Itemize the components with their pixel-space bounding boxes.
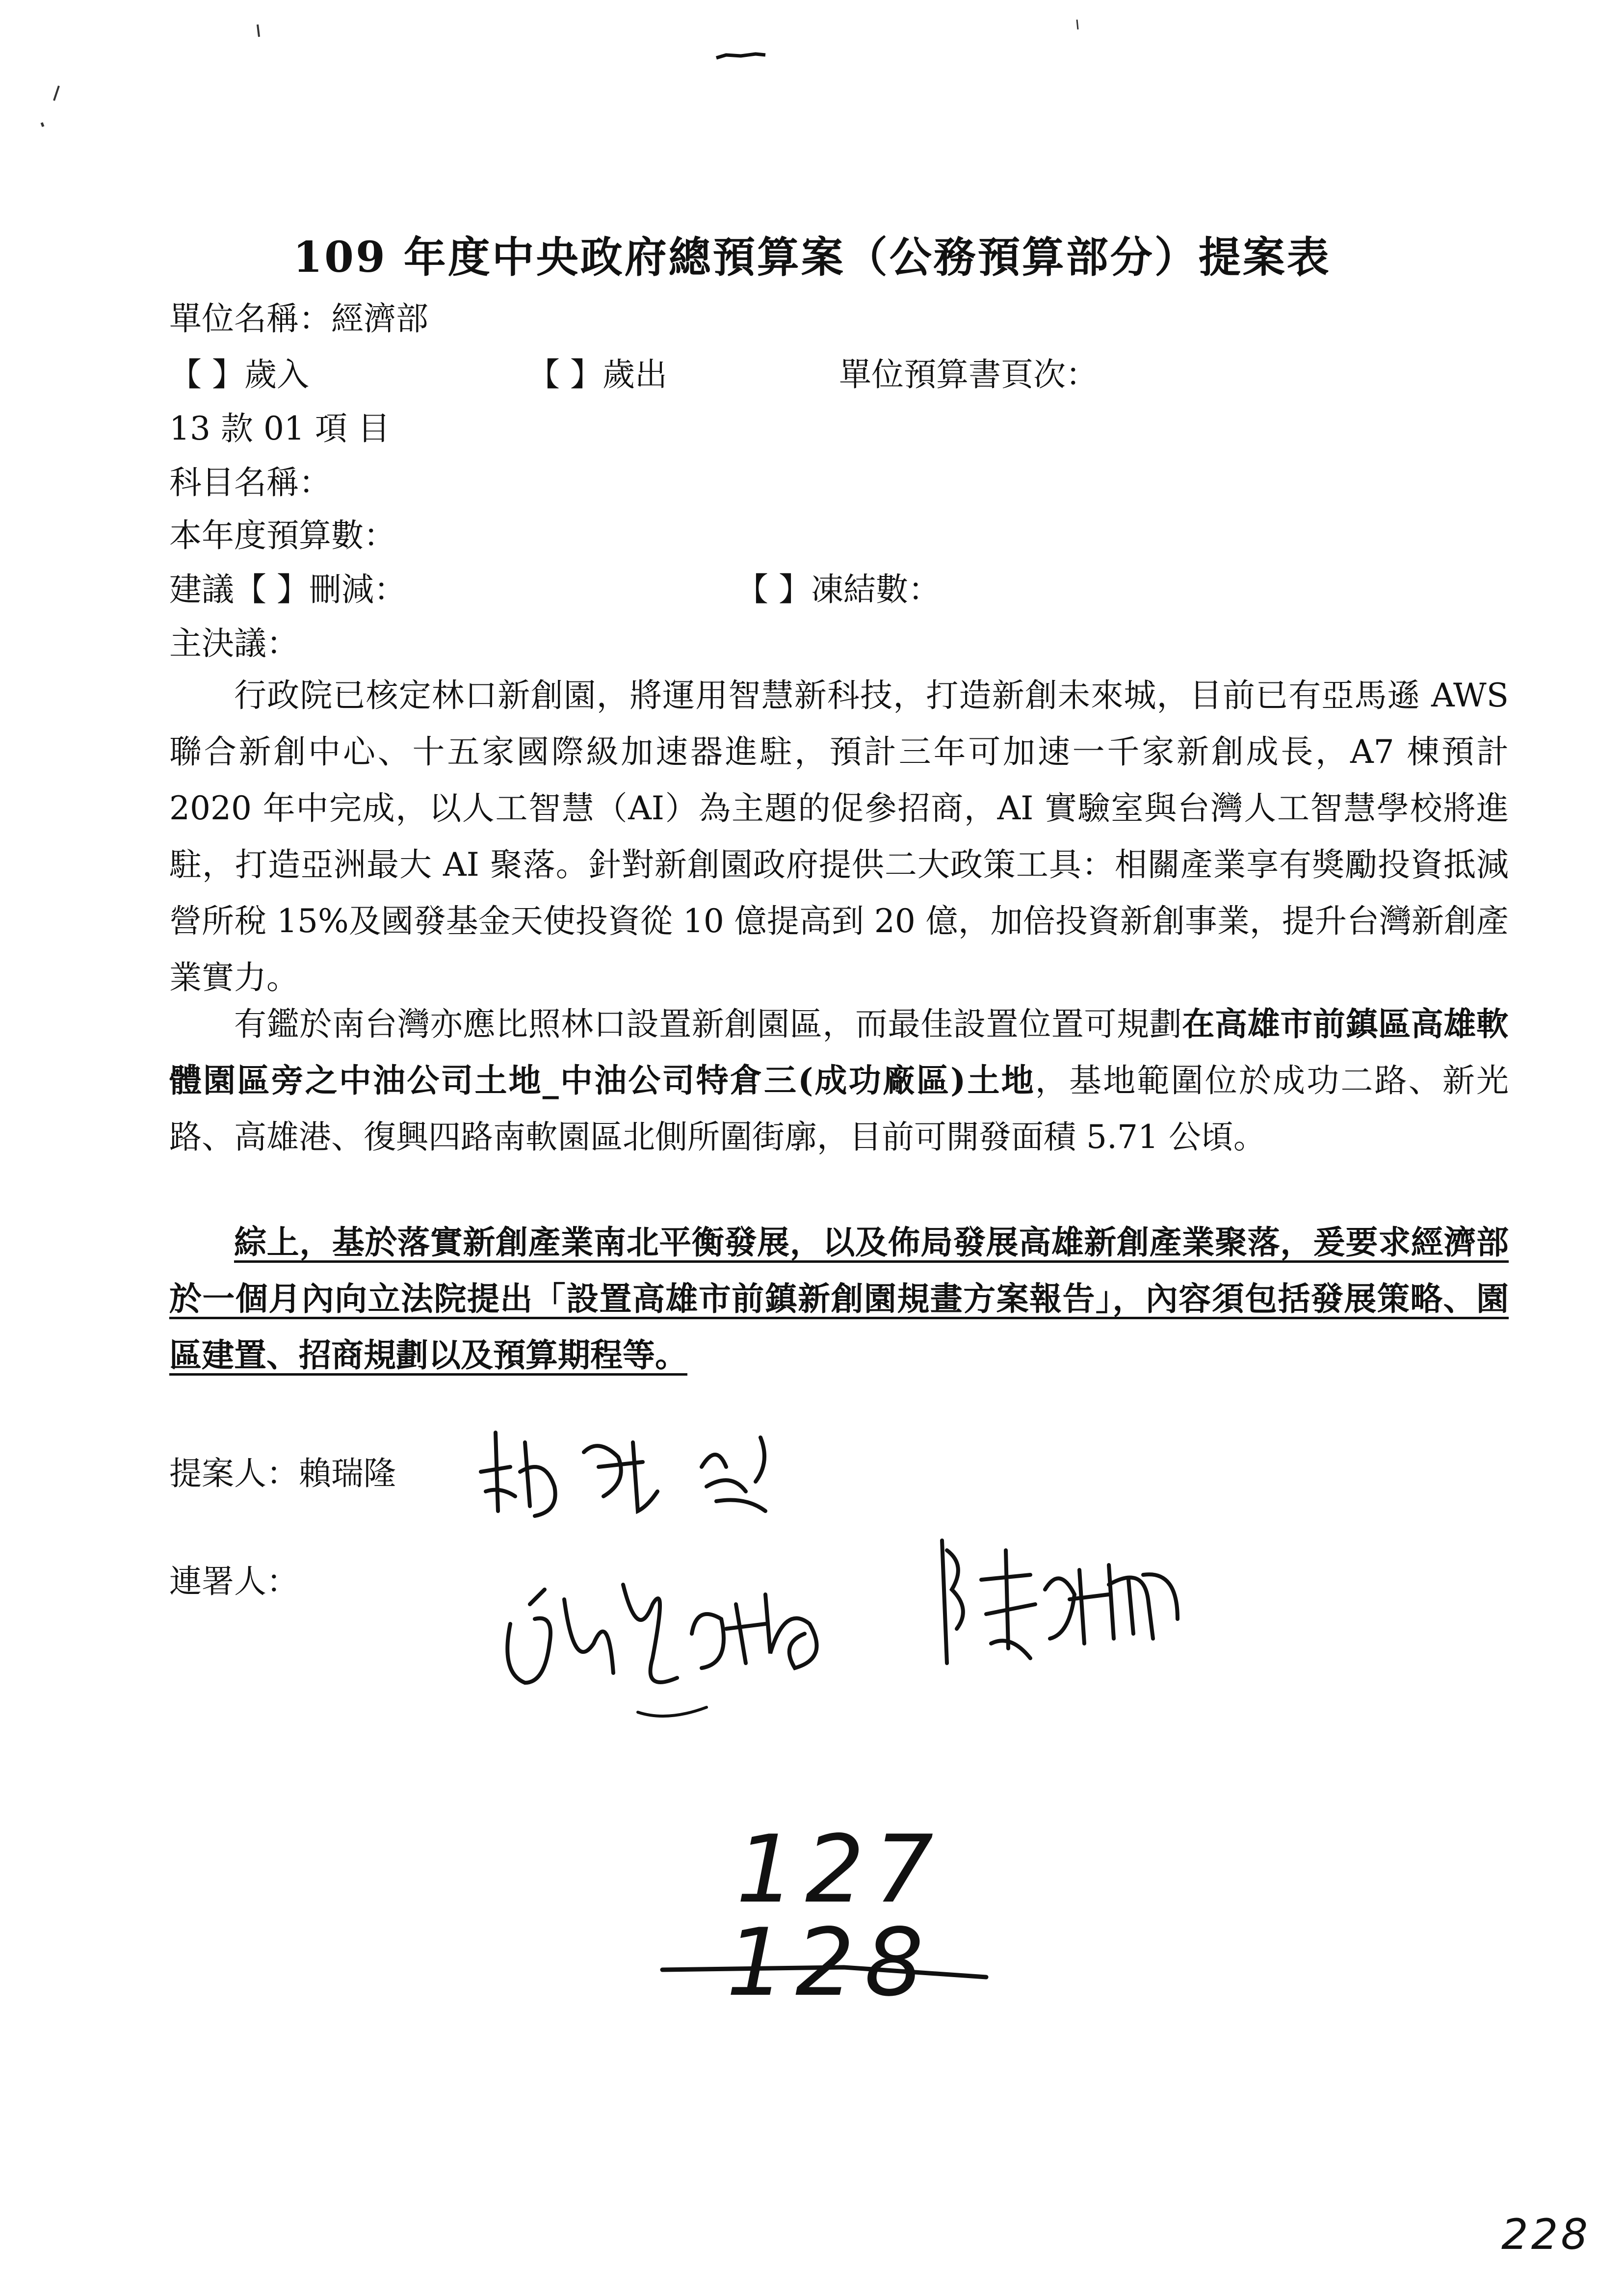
proposer: 提案人：賴瑞隆 bbox=[169, 1455, 396, 1492]
page-number-new: 127 bbox=[736, 1815, 943, 1924]
budget-expense: 【 】歲出 bbox=[527, 356, 667, 393]
scan-marks bbox=[0, 0, 1624, 147]
budget-income: 【 】歲入 bbox=[169, 356, 309, 393]
paragraph-2-part1: 有鑑於南台灣亦應比照林口設置新創園區，而最佳設置位置可規劃 bbox=[234, 1005, 1182, 1043]
paragraph-2 bbox=[169, 996, 1509, 1165]
corner-page-number: 228 bbox=[1501, 2210, 1591, 2259]
signature-cosigner-1 bbox=[491, 1545, 893, 1732]
subject-name: 科目名稱： bbox=[169, 464, 331, 501]
cosigner-label: 連署人： bbox=[169, 1563, 299, 1600]
unit-name: 單位名稱：經濟部 bbox=[169, 300, 428, 338]
paragraph-3: 綜上，基於落實新創產業南北平衡發展，以及佈局發展高雄新創產業聚落，爰要求經濟部於一個月內向立法院提出「設置高雄市前鎮新創園規畫方案報告」，內容須包括發展策略、園區建置、招商規劃以及預算期程等。 bbox=[169, 1223, 1509, 1374]
strike-through bbox=[657, 1948, 991, 1987]
item-line: 13 款 01 項 目 bbox=[169, 410, 390, 447]
signature-cosigner-2 bbox=[922, 1521, 1197, 1688]
annual-budget: 本年度預算數： bbox=[169, 517, 396, 554]
page-number-old: 128 bbox=[726, 1908, 934, 2017]
signature-proposer bbox=[471, 1413, 814, 1540]
suggestion-freeze: 【 】凍結數： bbox=[736, 571, 941, 608]
paragraph-1: 行政院已核定林口新創園，將運用智慧新科技，打造新創未來城，目前已有亞馬遜 AWS 聯合新創中心、十五家國際級加速器進駐，預計三年可加速一千家新創成長，A7 棟預計 2020 年中完成，以人工智慧（AI）為主題的促參招商，AI 實驗室與台灣人工智慧學校將進駐，打造亞洲最大 AI 聚落。針對新創園政府提供二大政策工具：相關產業享有獎勵投資抵減營所稅 15%及國發基金天使投資從 10 億提高到 20 億，加倍投資新創事業，提升台灣新創產業實力。 bbox=[169, 677, 1509, 996]
resolution-label: 主決議： bbox=[169, 625, 299, 662]
suggestion-cut: 建議【 】刪減： bbox=[169, 571, 406, 608]
paragraph-2-bold: 在高雄市前鎮區高雄軟體園區旁之中油公司土地_中油公司特倉三(成功廠區)土地 bbox=[169, 1005, 1509, 1099]
budget-page-ref: 單位預算書頁次： bbox=[839, 356, 1098, 393]
document-title: 109 年度中央政府總預算案（公務預算部分）提案表 bbox=[293, 233, 1331, 282]
paragraph-2-part2: ，基地範圍位於成功二路、新光路、高雄港、復興四路南軟園區北側所圍街廓，目前可開發面積 5.71 公頃。 bbox=[169, 1062, 1509, 1156]
